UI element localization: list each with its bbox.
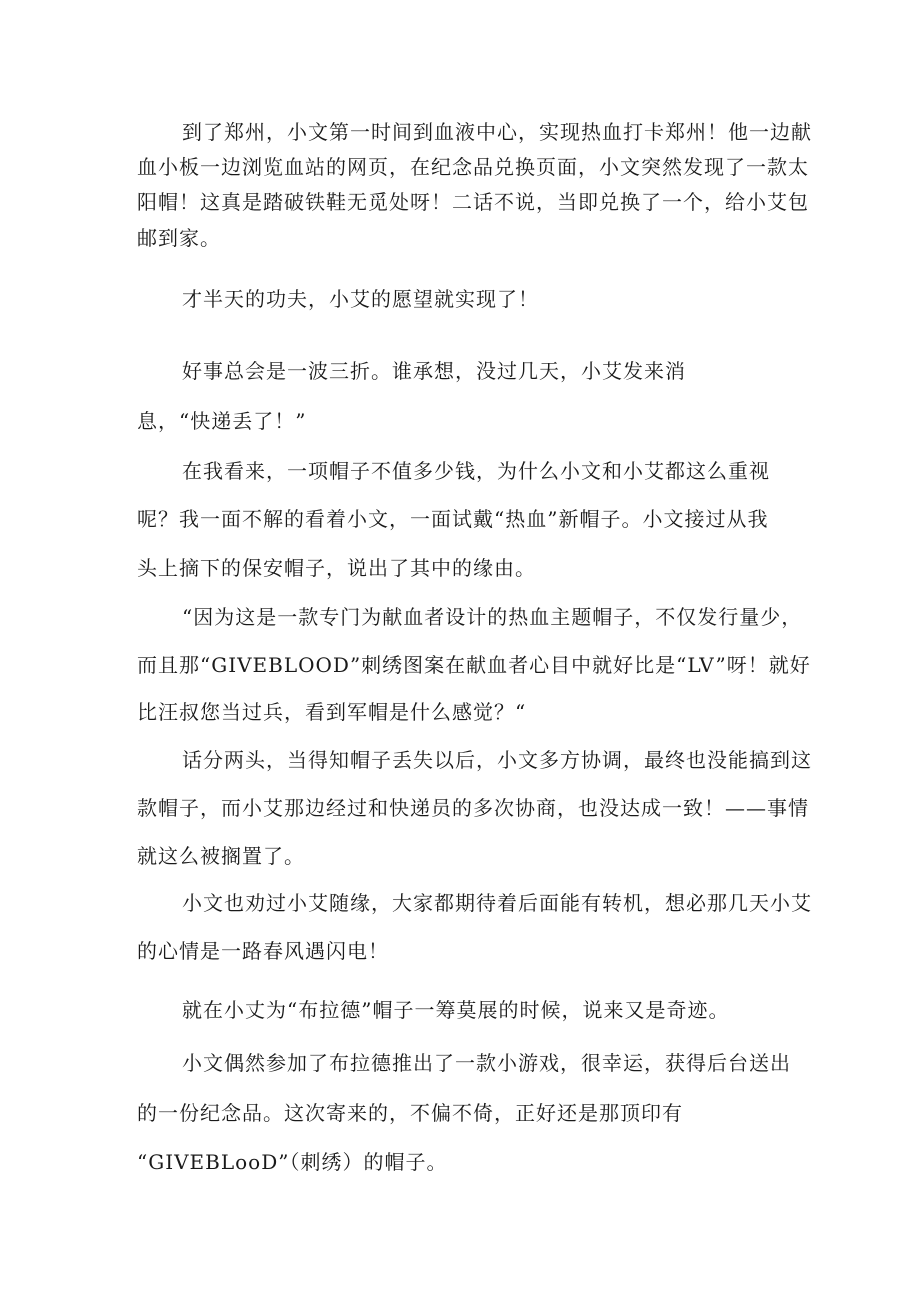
text-line: 头上摘下的保安帽子，说出了其中的缘由。 [137, 556, 536, 580]
text-line: 就在小丈为“布拉德”帽子一筹莫展的时候，说来又是奇迹。 [182, 998, 730, 1022]
text-line: 小文也劝过小艾随缘，大家都期待着后面能有转机，想必那几天小艾 [182, 891, 812, 915]
text-line: “GIVEBLooD”（刺绣）的帽子。 [137, 1150, 448, 1174]
text-line: 款帽子，而小艾那边经过和快递员的多次协商，也没达成一致！——事情 [137, 796, 809, 820]
text-line: 息，“快递丢了！” [137, 409, 307, 433]
text-line: 的心情是一路春风遇闪电！ [137, 939, 389, 963]
text-line: 到了郑州，小文第一时间到血液中心，实现热血打卡郑州！他一边献 [182, 120, 812, 144]
text-line: 小文偶然参加了布拉德推出了一款小游戏，很幸运，获得后台送出 [182, 1051, 791, 1075]
text-line: 比汪叔您当过兵，看到军帽是什么感觉？“ [137, 700, 527, 724]
text-line: 才半天的功夫，小艾的愿望就实现了！ [182, 287, 539, 311]
text-line: 阳帽！这真是踏破铁鞋无觅处呀！二话不说，当即兑换了一个，给小艾包 [137, 190, 809, 214]
text-line: 血小板一边浏览血站的网页，在纪念品兑换页面，小文突然发现了一款太 [137, 155, 809, 179]
text-line: 的一份纪念品。这次寄来的，不偏不倚，正好还是那顶印有 [137, 1101, 683, 1125]
text-line: 好事总会是一波三折。谁承想，没过几天，小艾发来消 [182, 359, 686, 383]
text-line: 而且那“GIVEBLOOD”刺绣图案在献血者心目中就好比是“LV”呀！就好 [137, 653, 811, 677]
text-line: 在我看来，一项帽子不值多少钱，为什么小文和小艾都这么重视 [182, 459, 770, 483]
text-line: “因为这是一款专门为献血者设计的热血主题帽子，不仅发行量少， [182, 605, 803, 629]
text-line: 呢？我一面不解的看着小文，一面试戴“热血”新帽子。小文接过从我 [137, 507, 769, 531]
text-line: 就这么被搁置了。 [137, 844, 305, 868]
text-line: 邮到家。 [137, 226, 221, 250]
text-line: 话分两头，当得知帽子丢失以后，小文多方协调，最终也没能搞到这 [182, 748, 812, 772]
